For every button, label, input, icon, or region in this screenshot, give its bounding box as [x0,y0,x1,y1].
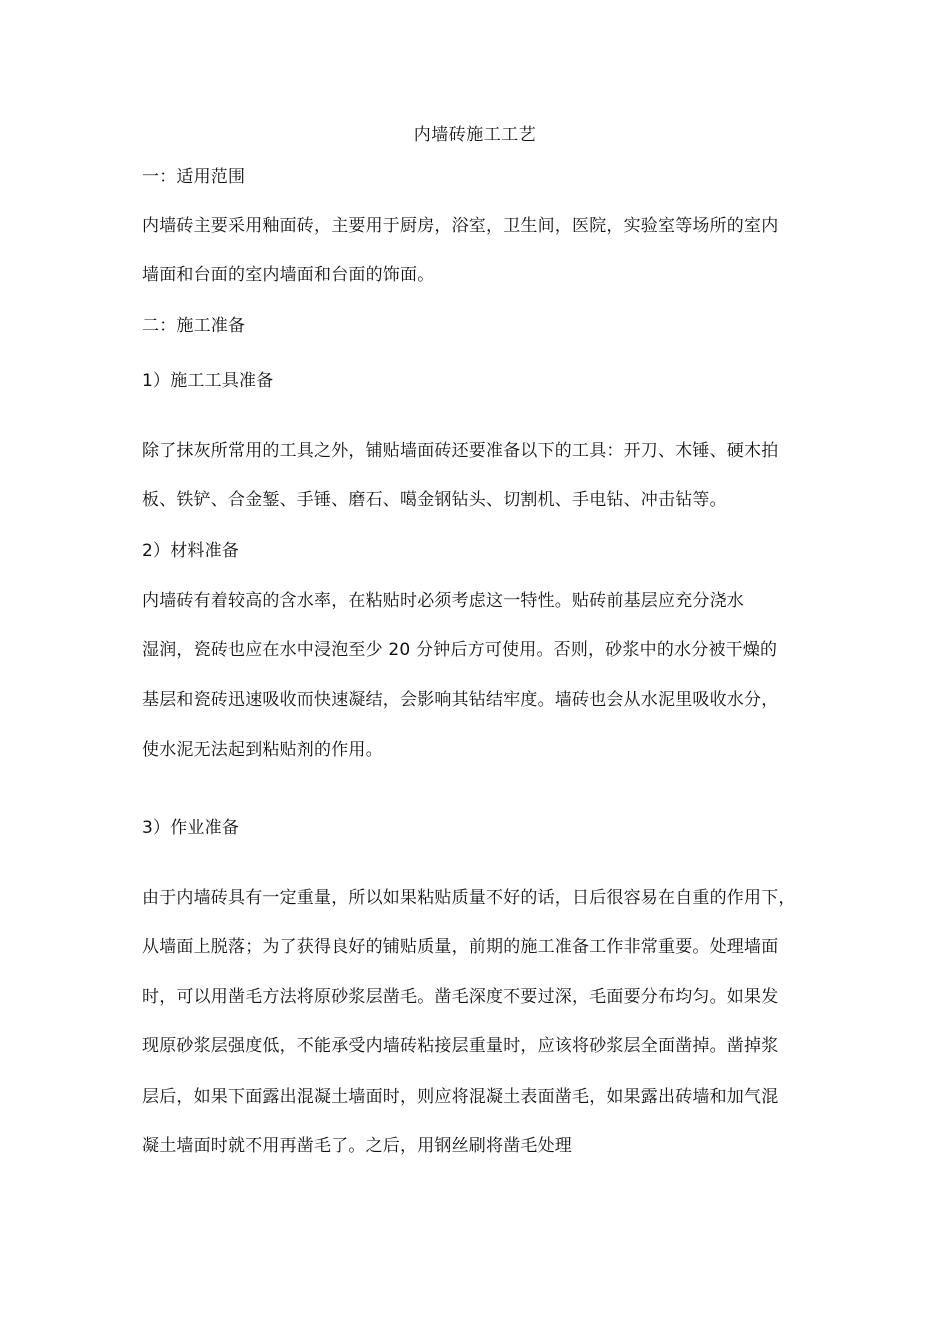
paragraph-line: 湿润，瓷砖也应在水中浸泡至少 20 分钟后方可使用。否则，砂浆中的水分被干燥的 [142,640,778,660]
paragraph-line: 内墙砖有着较高的含水率，在粘贴时必须考虑这一特性。贴砖前基层应充分浇水 [142,591,744,611]
paragraph-line: 层后，如果下面露出混凝土墙面时，则应将混凝土表面凿毛，如果露出砖墙和加气混 [142,1087,779,1107]
section-heading-preparation: 二：施工准备 [142,316,246,336]
paragraph-line: 由于内墙砖具有一定重量，所以如果粘贴质量不好的话，日后很容易在自重的作用下， [142,888,796,908]
paragraph-line: 凝土墙面时就不用再凿毛了。之后，用钢丝刷将凿毛处理 [142,1136,572,1156]
paragraph-line: 使水泥无法起到粘贴剂的作用。 [142,740,383,760]
subheading-materials: 2）材料准备 [142,541,240,561]
paragraph-line: 除了抹灰所常用的工具之外，铺贴墙面砖还要准备以下的工具：开刀、木锤、硬木拍 [142,441,779,461]
paragraph-line: 从墙面上脱落；为了获得良好的铺贴质量，前期的施工准备工作非常重要。处理墙面 [142,937,779,957]
paragraph-line: 墙面和台面的室内墙面和台面的饰面。 [142,265,435,285]
paragraph-line: 时，可以用凿毛方法将原砂浆层凿毛。凿毛深度不要过深，毛面要分布均匀。如果发 [142,987,779,1007]
document-title: 内墙砖施工工艺 [413,125,537,145]
subheading-work-prep: 3）作业准备 [142,818,240,838]
paragraph-line: 内墙砖主要采用釉面砖，主要用于厨房，浴室，卫生间，医院，实验室等场所的室内 [142,216,779,236]
paragraph-line: 板、铁铲、合金錾、手锤、磨石、噶金钢钻头、切割机、手电钻、冲击钻等。 [142,490,727,510]
paragraph-line: 基层和瓷砖迅速吸收而快速凝结，会影响其钻结牢度。墙砖也会从水泥里吸收水分， [142,690,779,710]
section-heading-scope: 一：适用范围 [142,167,246,187]
paragraph-line: 现原砂浆层强度低，不能承受内墙砖粘接层重量时，应该将砂浆层全面凿掉。凿掉浆 [142,1036,779,1056]
subheading-tools: 1）施工工具准备 [142,371,274,391]
